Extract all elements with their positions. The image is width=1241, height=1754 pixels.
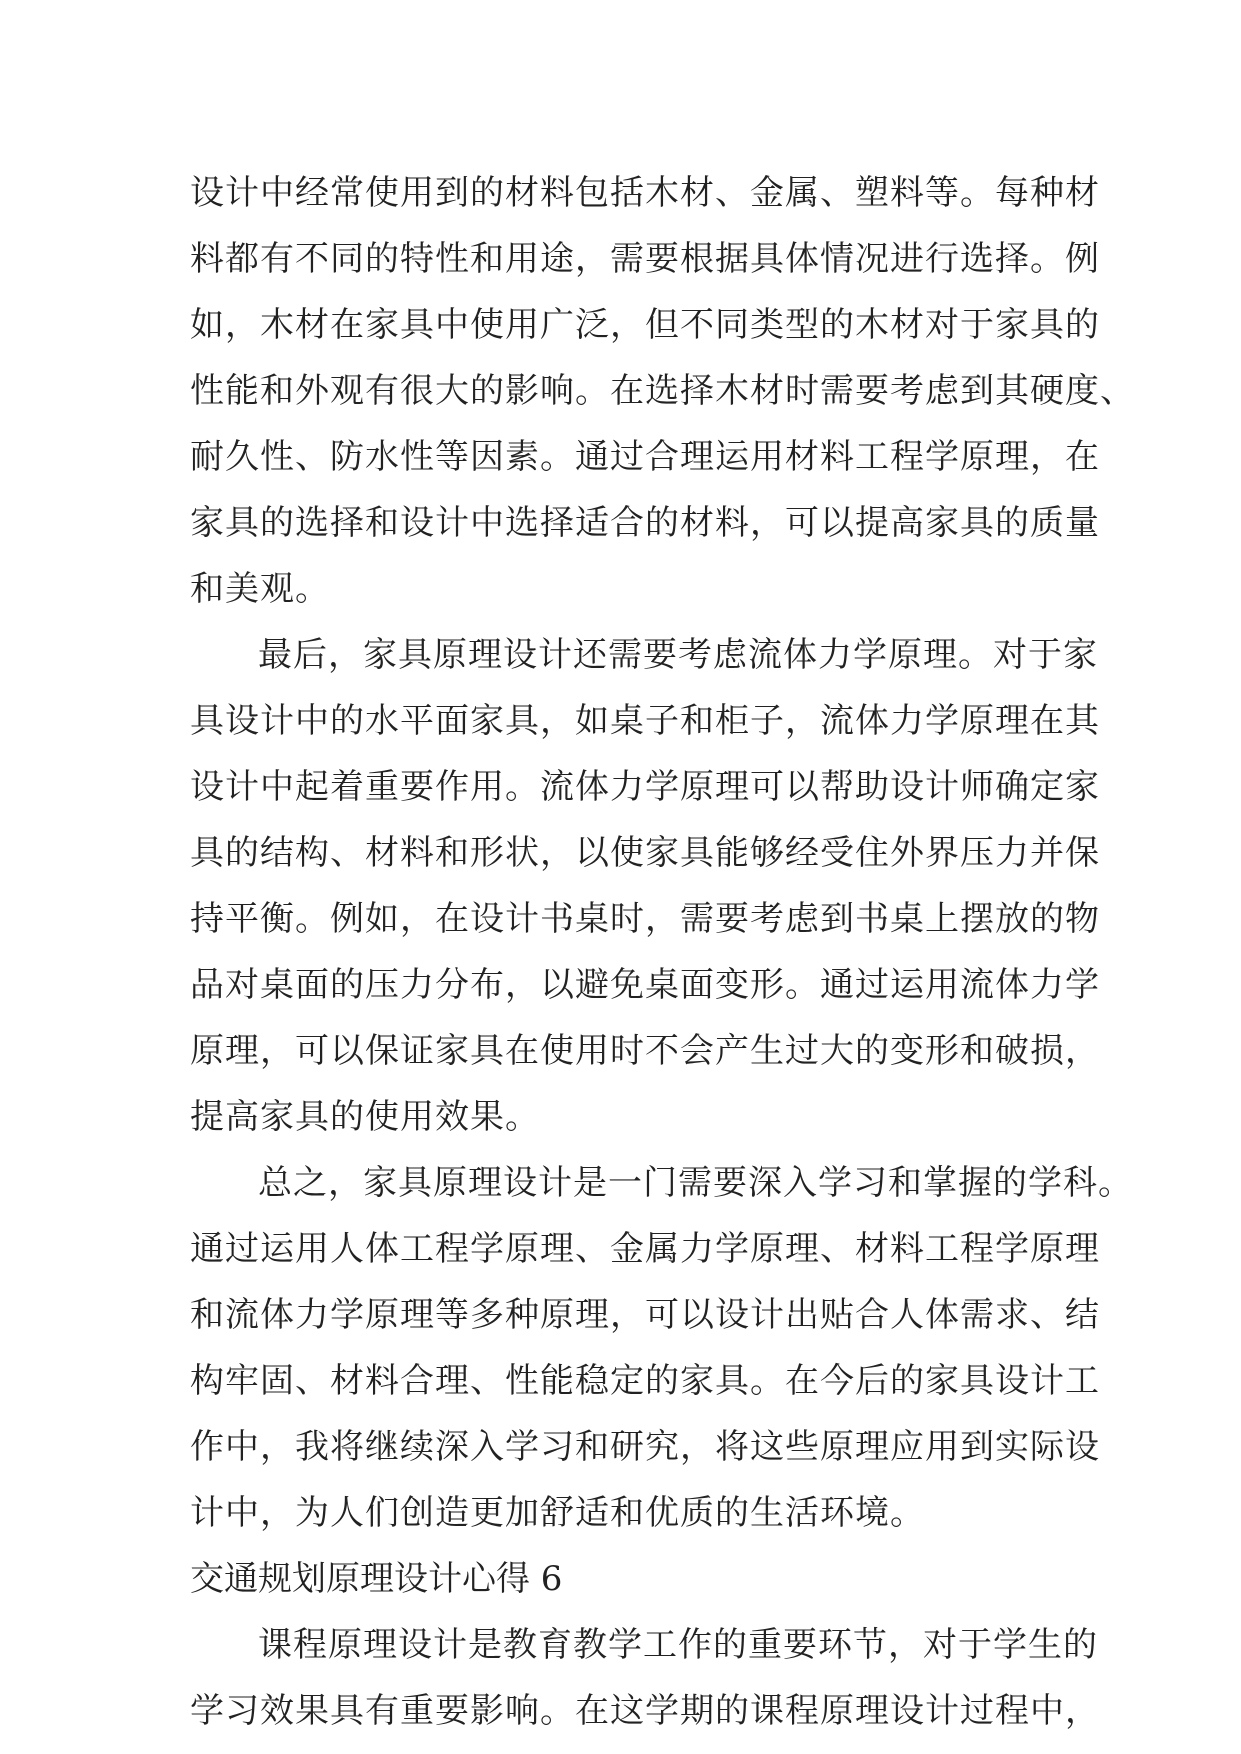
paragraph-line: 最后，家具原理设计还需要考虑流体力学原理。对于家 [258, 635, 1098, 675]
paragraph-line: 性能和外观有很大的影响。在选择木材时需要考虑到其硬度、 [190, 371, 1135, 411]
paragraph-line: 和流体力学原理等多种原理，可以设计出贴合人体需求、结 [190, 1295, 1100, 1335]
paragraph-line: 持平衡。例如，在设计书桌时，需要考虑到书桌上摆放的物 [190, 899, 1100, 939]
paragraph-line: 设计中经常使用到的材料包括木材、金属、塑料等。每种材 [190, 173, 1100, 213]
paragraph-line: 如，木材在家具中使用广泛，但不同类型的木材对于家具的 [190, 305, 1100, 345]
paragraph-line: 通过运用人体工程学原理、金属力学原理、材料工程学原理 [190, 1229, 1100, 1269]
paragraph-line: 作中，我将继续深入学习和研究，将这些原理应用到实际设 [190, 1427, 1100, 1467]
paragraph-course-design [190, 1612, 1100, 1744]
paragraph-line: 耐久性、防水性等因素。通过合理运用材料工程学原理，在 [190, 437, 1100, 477]
paragraph-line: 料都有不同的特性和用途，需要根据具体情况进行选择。例 [190, 239, 1100, 279]
paragraph-materials [190, 160, 1135, 622]
paragraph-line: 具设计中的水平面家具，如桌子和柜子，流体力学原理在其 [190, 701, 1100, 741]
paragraph-line: 品对桌面的压力分布，以避免桌面变形。通过运用流体力学 [190, 965, 1100, 1005]
paragraph-line: 提高家具的使用效果。 [190, 1097, 540, 1137]
paragraph-line: 学习效果具有重要影响。在这学期的课程原理设计过程中， [190, 1691, 1100, 1731]
paragraph-conclusion [190, 1150, 1133, 1546]
paragraph-line: 原理，可以保证家具在使用时不会产生过大的变形和破损， [190, 1031, 1100, 1071]
paragraph-line: 构牢固、材料合理、性能稳定的家具。在今后的家具设计工 [190, 1361, 1100, 1401]
paragraph-line: 设计中起着重要作用。流体力学原理可以帮助设计师确定家 [190, 767, 1100, 807]
paragraph-line: 家具的选择和设计中选择适合的材料，可以提高家具的质量 [190, 503, 1100, 543]
paragraph-line: 课程原理设计是教育教学工作的重要环节，对于学生的 [258, 1625, 1098, 1665]
paragraph-line: 总之，家具原理设计是一门需要深入学习和掌握的学科。 [258, 1163, 1133, 1203]
section-heading: 交通规划原理设计心得 6 [190, 1559, 563, 1599]
paragraph-line: 和美观。 [190, 569, 330, 609]
paragraph-line: 具的结构、材料和形状，以使家具能够经受住外界压力并保 [190, 833, 1100, 873]
document-body [190, 160, 1135, 1744]
paragraph-fluid-mechanics [190, 622, 1100, 1150]
paragraph-line: 计中，为人们创造更加舒适和优质的生活环境。 [190, 1493, 925, 1533]
